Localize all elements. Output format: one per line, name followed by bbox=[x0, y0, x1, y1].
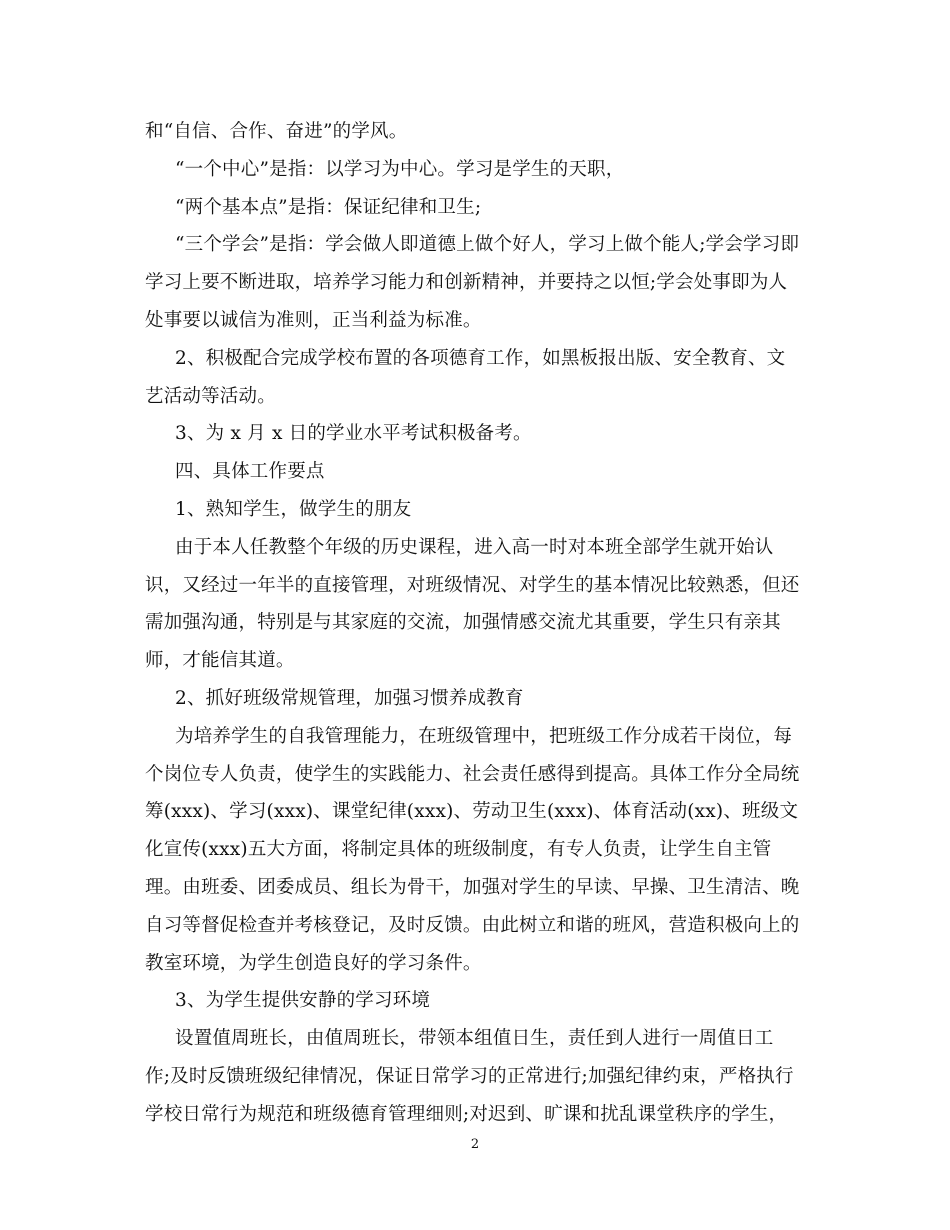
text-line: 为培养学生的自我管理能力，在班级管理中，把班级工作分成若干岗位，每 bbox=[175, 725, 793, 747]
text-line: 学习上要不断进取，培养学习能力和创新精神，并要持之以恒;学会处事即为人 bbox=[145, 272, 788, 294]
text-line: “两个基本点”是指：保证纪律和卫生; bbox=[175, 196, 482, 218]
document-body bbox=[145, 113, 805, 1134]
text-line: “三个学会”是指：学会做人即道德上做个好人，学习上做个能人;学会学习即 bbox=[175, 234, 800, 256]
text-line: 设置值周班长，由值周班长，带领本组值日生，责任到人进行一周值日工 bbox=[175, 1028, 774, 1050]
text-line: 艺活动等活动。 bbox=[145, 385, 276, 407]
text-line: 由于本人任教整个年级的历史课程，进入高一时对本班全部学生就开始认 bbox=[175, 536, 774, 558]
text-line: 作;及时反馈班级纪律情况，保证日常学习的正常进行;加强纪律约束，严格执行 bbox=[145, 1065, 794, 1087]
text-line: 筹(xxx)、学习(xxx)、课堂纪律(xxx)、劳动卫生(xxx)、体育活动(xx)、班级文 bbox=[145, 801, 799, 823]
text-line: 师，才能信其道。 bbox=[145, 650, 295, 672]
text-line: 个岗位专人负责，使学生的实践能力、社会责任感得到提高。具体工作分全局统 bbox=[145, 763, 800, 785]
text-line: 学校日常行为规范和班级德育管理细则;对迟到、旷课和扰乱课堂秩序的学生， bbox=[145, 1103, 788, 1125]
section-heading: 四、具体工作要点 bbox=[175, 461, 325, 483]
text-line: 2、积极配合完成学校布置的各项德育工作，如黑板报出版、安全教育、文 bbox=[175, 347, 786, 369]
subsection-heading: 1、熟知学生，做学生的朋友 bbox=[175, 498, 412, 520]
text-line: “一个中心”是指：以学习为中心。学习是学生的天职， bbox=[175, 158, 625, 180]
text-line: 自习等督促检查并考核登记，及时反馈。由此树立和谐的班风，营造积极向上的 bbox=[145, 914, 800, 936]
text-line: 化宣传(xxx)五大方面，将制定具体的班级制度，有专人负责，让学生自主管 bbox=[145, 839, 772, 861]
subsection-heading: 2、抓好班级常规管理，加强习惯养成教育 bbox=[175, 687, 524, 709]
subsection-heading: 3、为学生提供安静的学习环境 bbox=[175, 990, 431, 1012]
text-line: 理。由班委、团委成员、组长为骨干，加强对学生的早读、早操、卫生清洁、晚 bbox=[145, 876, 800, 898]
text-line: 需加强沟通，特别是与其家庭的交流，加强情感交流尤其重要，学生只有亲其 bbox=[145, 612, 781, 634]
text-line: 处事要以诚信为准则，正当利益为标准。 bbox=[145, 309, 482, 331]
text-line: 教室环境，为学生创造良好的学习条件。 bbox=[145, 952, 482, 974]
text-line: 3、为 x 月 x 日的学业水平考试积极备考。 bbox=[175, 423, 532, 445]
text-line: 和“自信、合作、奋进”的学风。 bbox=[145, 121, 408, 142]
page-number: 2 bbox=[470, 1137, 480, 1152]
text-line: 识，又经过一年半的直接管理，对班级情况、对学生的基本情况比较熟悉，但还 bbox=[145, 574, 800, 596]
